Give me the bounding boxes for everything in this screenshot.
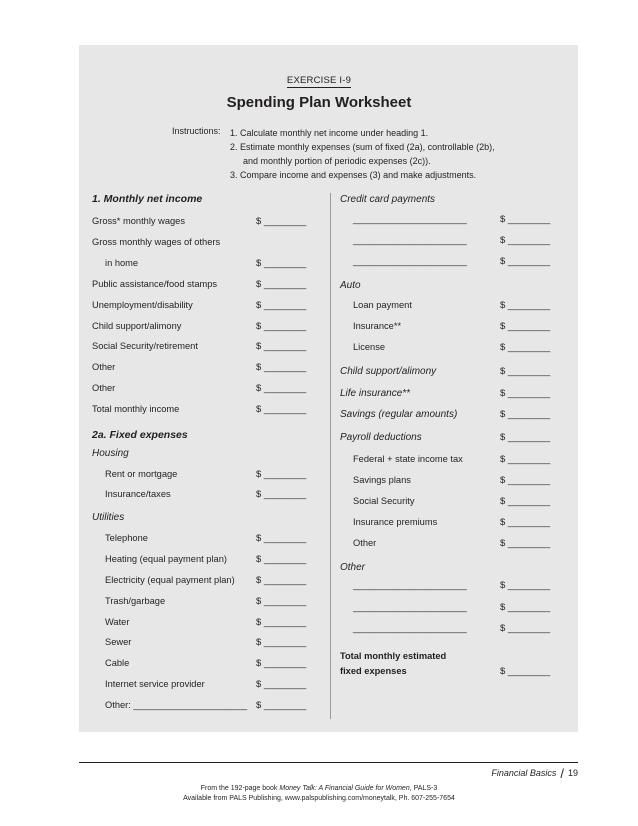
credit-card-heading: Credit card payments	[340, 194, 436, 205]
blank-line-field[interactable]: ______________________	[353, 580, 467, 590]
auto-row-insurance: Insurance**	[353, 321, 402, 331]
life-insurance-heading: Life insurance**	[340, 388, 411, 399]
amount-field[interactable]: $ ________	[256, 469, 307, 480]
utilities-row-cable: Cable	[105, 658, 130, 668]
amount-field[interactable]: $ ________	[500, 366, 551, 377]
utilities-row-other[interactable]: Other: ______________________	[105, 700, 248, 710]
child-support-heading: Child support/alimony	[340, 366, 437, 377]
income-row-other-1: Other	[92, 362, 116, 372]
amount-field[interactable]: $ ________	[500, 214, 551, 225]
publication-credit	[0, 784, 638, 804]
amount-field[interactable]: $ ________	[256, 637, 307, 648]
amount-field[interactable]: $ ________	[256, 300, 307, 311]
instructions-label: Instructions:	[172, 126, 221, 136]
amount-field[interactable]: $ ________	[256, 404, 307, 415]
amount-field[interactable]: $ ________	[500, 321, 551, 332]
amount-field[interactable]: $ ________	[500, 517, 551, 528]
auto-row-loan: Loan payment	[353, 300, 412, 310]
amount-field[interactable]: $ ________	[500, 666, 551, 677]
amount-field[interactable]: $ ________	[500, 602, 551, 613]
amount-field[interactable]: $ ________	[256, 554, 307, 565]
amount-field[interactable]: $ ________	[500, 623, 551, 634]
other-heading: Other	[340, 562, 366, 573]
page-number: 19	[567, 768, 578, 778]
payroll-row-other: Other	[353, 538, 377, 548]
payroll-row-tax: Federal + state income tax	[353, 454, 463, 464]
amount-field[interactable]: $ ________	[500, 475, 551, 486]
payroll-row-savings: Savings plans	[353, 475, 411, 485]
income-row-other-2: Other	[92, 383, 116, 393]
utilities-row-electricity: Electricity (equal payment plan)	[105, 575, 235, 585]
amount-field[interactable]: $ ________	[256, 321, 307, 332]
footer-slash: /	[560, 766, 564, 781]
payroll-row-insurance: Insurance premiums	[353, 517, 438, 527]
instruction-3: 3. Compare income and expenses (3) and make adjustments.	[230, 170, 477, 180]
payroll-heading: Payroll deductions	[340, 432, 422, 443]
auto-heading: Auto	[340, 280, 361, 291]
income-row-total: Total monthly income	[92, 404, 180, 414]
amount-field[interactable]: $ ________	[256, 658, 307, 669]
column-divider	[330, 193, 331, 719]
amount-field[interactable]: $ ________	[500, 235, 551, 246]
blank-line-field[interactable]: ______________________	[353, 235, 467, 245]
instruction-1: 1. Calculate monthly net income under heading 1.	[230, 128, 429, 138]
amount-field[interactable]: $ ________	[256, 700, 307, 711]
utilities-row-telephone: Telephone	[105, 533, 148, 543]
housing-row-insurance: Insurance/taxes	[105, 489, 171, 499]
utilities-row-heating: Heating (equal payment plan)	[105, 554, 227, 564]
income-row-public-assistance: Public assistance/food stamps	[92, 279, 218, 289]
savings-heading: Savings (regular amounts)	[340, 409, 458, 420]
housing-row-rent: Rent or mortgage	[105, 469, 178, 479]
utilities-row-trash: Trash/garbage	[105, 596, 166, 606]
amount-field[interactable]: $ ________	[256, 617, 307, 628]
housing-heading: Housing	[92, 448, 129, 459]
amount-field[interactable]: $ ________	[256, 533, 307, 544]
instruction-2: 2. Estimate monthly expenses (sum of fixed (2a), controllable (2b),	[230, 142, 495, 152]
income-row-unemployment: Unemployment/disability	[92, 300, 193, 310]
amount-field[interactable]: $ ________	[500, 300, 551, 311]
amount-field[interactable]: $ ________	[256, 279, 307, 290]
fixed-expenses-heading: 2a. Fixed expenses	[92, 429, 188, 441]
amount-field[interactable]: $ ________	[500, 496, 551, 507]
amount-field[interactable]: $ ________	[256, 383, 307, 394]
amount-field[interactable]: $ ________	[500, 256, 551, 267]
payroll-row-social-security: Social Security	[353, 496, 415, 506]
amount-field[interactable]: $ ________	[500, 388, 551, 399]
amount-field[interactable]: $ ________	[256, 258, 307, 269]
utilities-row-water: Water	[105, 617, 130, 627]
page-footer	[491, 766, 578, 781]
amount-field[interactable]: $ ________	[500, 409, 551, 420]
blank-line-field[interactable]: ______________________	[353, 623, 467, 633]
income-row-gross-wages: Gross* monthly wages	[92, 216, 186, 226]
amount-field[interactable]: $ ________	[500, 538, 551, 549]
amount-field[interactable]: $ ________	[256, 362, 307, 373]
utilities-row-sewer: Sewer	[105, 637, 132, 647]
footer-section: Financial Basics	[491, 768, 557, 778]
credit-line-1: From the 192-page book Money Talk: A Financial Guide for Women, PALS-3	[200, 785, 438, 792]
amount-field[interactable]: $ ________	[500, 454, 551, 465]
amount-field[interactable]: $ ________	[256, 489, 307, 500]
income-row-gross-others: Gross monthly wages of others	[92, 237, 221, 247]
instruction-2-cont: and monthly portion of periodic expenses (2c)).	[243, 156, 431, 166]
total-fixed-label-1: Total monthly estimated	[340, 651, 447, 661]
amount-field[interactable]: $ ________	[500, 432, 551, 443]
page-title: Spending Plan Worksheet	[226, 94, 412, 111]
footer-rule	[79, 762, 578, 763]
amount-field[interactable]: $ ________	[256, 575, 307, 586]
income-row-social-security: Social Security/retirement	[92, 341, 198, 351]
amount-field[interactable]: $ ________	[256, 596, 307, 607]
exercise-label: EXERCISE I-9	[286, 75, 352, 86]
amount-field[interactable]: $ ________	[256, 679, 307, 690]
total-fixed-label-2: fixed expenses	[340, 666, 407, 676]
credit-line-2: Available from PALS Publishing, www.palspublishing.com/moneytalk, Ph. 607-255-7654	[183, 795, 455, 802]
blank-line-field[interactable]: ______________________	[353, 256, 467, 266]
blank-line-field[interactable]: ______________________	[353, 214, 467, 224]
income-heading: 1. Monthly net income	[92, 193, 203, 205]
income-row-in-home: in home	[105, 258, 139, 268]
utilities-heading: Utilities	[92, 512, 125, 523]
blank-line-field[interactable]: ______________________	[353, 602, 467, 612]
amount-field[interactable]: $ ________	[500, 342, 551, 353]
amount-field[interactable]: $ ________	[500, 580, 551, 591]
income-row-child-support: Child support/alimony	[92, 321, 182, 331]
amount-field[interactable]: $ ________	[256, 341, 307, 352]
auto-row-license: License	[353, 342, 386, 352]
amount-field[interactable]: $ ________	[256, 216, 307, 227]
utilities-row-internet: Internet service provider	[105, 679, 205, 689]
